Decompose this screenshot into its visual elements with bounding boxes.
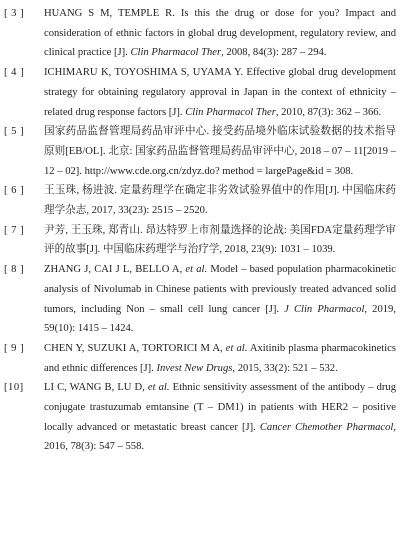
reference-segment: HUANG S M, TEMPLE R. Is this the drug or dose for you? Impact and consideration of ethnic factors in global drug development, regulatory review, and clinical practice [J]. [44, 8, 396, 59]
reference-item [0, 221, 406, 260]
reference-text [44, 260, 396, 339]
reference-number: [ 9 ] [4, 342, 25, 354]
reference-segment: Model – based population pharmacokinetic analysis of Nivolumab in Chinese patients with previously treated advanced solid tumors, including Non – small cell lung cancer [J]. [44, 264, 397, 315]
reference-segment: , 2016, 78(3): 547 – 558. [44, 421, 397, 453]
reference-italic-segment: Clin Pharmacol Ther [185, 106, 276, 118]
reference-text [44, 221, 396, 260]
reference-text [44, 63, 396, 122]
reference-number: [ 6 ] [4, 185, 25, 197]
reference-item [0, 122, 406, 181]
reference-segment: 王玉珠, 杨进波. 定量药理学在确定非劣效试验界值中的作用[J]. 中国临床药理学杂志, 2017, 33(23): 2515 – 2520. [44, 185, 396, 217]
reference-italic-segment: J Clin Pharmacol [284, 303, 365, 315]
reference-item [0, 181, 406, 220]
reference-text [44, 122, 396, 181]
reference-number: [ 5 ] [4, 126, 25, 138]
reference-segment: , 2008, 84(3): 287 – 294. [221, 47, 327, 59]
reference-segment: , 2015, 33(2): 521 – 532. [232, 362, 338, 374]
reference-segment: Axitinib plasma pharmacokinetics and ethnic differences [J]. [44, 342, 396, 374]
reference-text [44, 181, 396, 220]
reference-text [44, 339, 396, 378]
reference-italic-segment: Cancer Chemother Pharmacol [259, 421, 394, 433]
reference-italic-segment: Clin Pharmacol Ther [130, 47, 222, 59]
reference-number: [ 3 ] [4, 8, 25, 19]
reference-segment: 尹芳, 王玉珠, 郑青山. 昂达特罗上市剂量选择的论战: 美国FDA定量药理学审评的故事[J]. 中国临床药理学与治疗学, 2018, 23(9): 1031 – 1039. [44, 224, 396, 256]
reference-italic-segment: et al. [185, 264, 208, 276]
reference-segment: , 2010, 87(3): 362 – 366. [275, 106, 382, 118]
reference-item [0, 4, 406, 63]
reference-segment: , 2019, 59(10): 1415 – 1424. [44, 303, 396, 335]
reference-item [0, 378, 406, 457]
reference-item [0, 339, 406, 378]
reference-number: [ 4 ] [4, 67, 25, 79]
reference-item [0, 63, 406, 122]
reference-number: [ 7 ] [4, 224, 25, 236]
reference-segment: ICHIMARU K, TOYOSHIMA S, UYAMA Y. Effective global drug development strategy for obtaining regulatory approval in Japan in the context of ethnicity – related drug response factors [J]. [44, 67, 396, 118]
reference-segment: LI C, WANG B, LU D, [44, 382, 148, 394]
reference-segment: Ethnic sensitivity assessment of the antibody – drug conjugate trastuzumab emtansine (T – DM1) in patients with HER2 – positive locally advanced or metastatic breast cancer [J]. [44, 382, 397, 433]
reference-number: [10] [4, 382, 24, 394]
reference-text [44, 4, 396, 63]
reference-number: [ 8 ] [4, 264, 25, 276]
reference-segment: CHEN Y, SUZUKI A, TORTORICI M A, [44, 342, 226, 354]
reference-segment: ZHANG J, CAI J L, BELLO A, [44, 264, 186, 276]
reference-italic-segment: et al. [225, 342, 248, 354]
reference-segment: 国家药品监督管理局药品审评中心. 接受药品境外临床试验数据的技术指导原则[EB/OL]. 北京: 国家药品监督管理局药品审评中心, 2018 – 07 – 11[2019 – 12 – 02]. http://www.cde.org.cn/zdyz.do? method = largePage&id = 308. [44, 126, 396, 177]
reference-text [44, 378, 396, 457]
reference-italic-segment: et al. [147, 382, 170, 394]
reference-italic-segment: Invest New Drugs [156, 362, 233, 374]
reference-item [0, 260, 406, 339]
reference-list [0, 4, 406, 457]
